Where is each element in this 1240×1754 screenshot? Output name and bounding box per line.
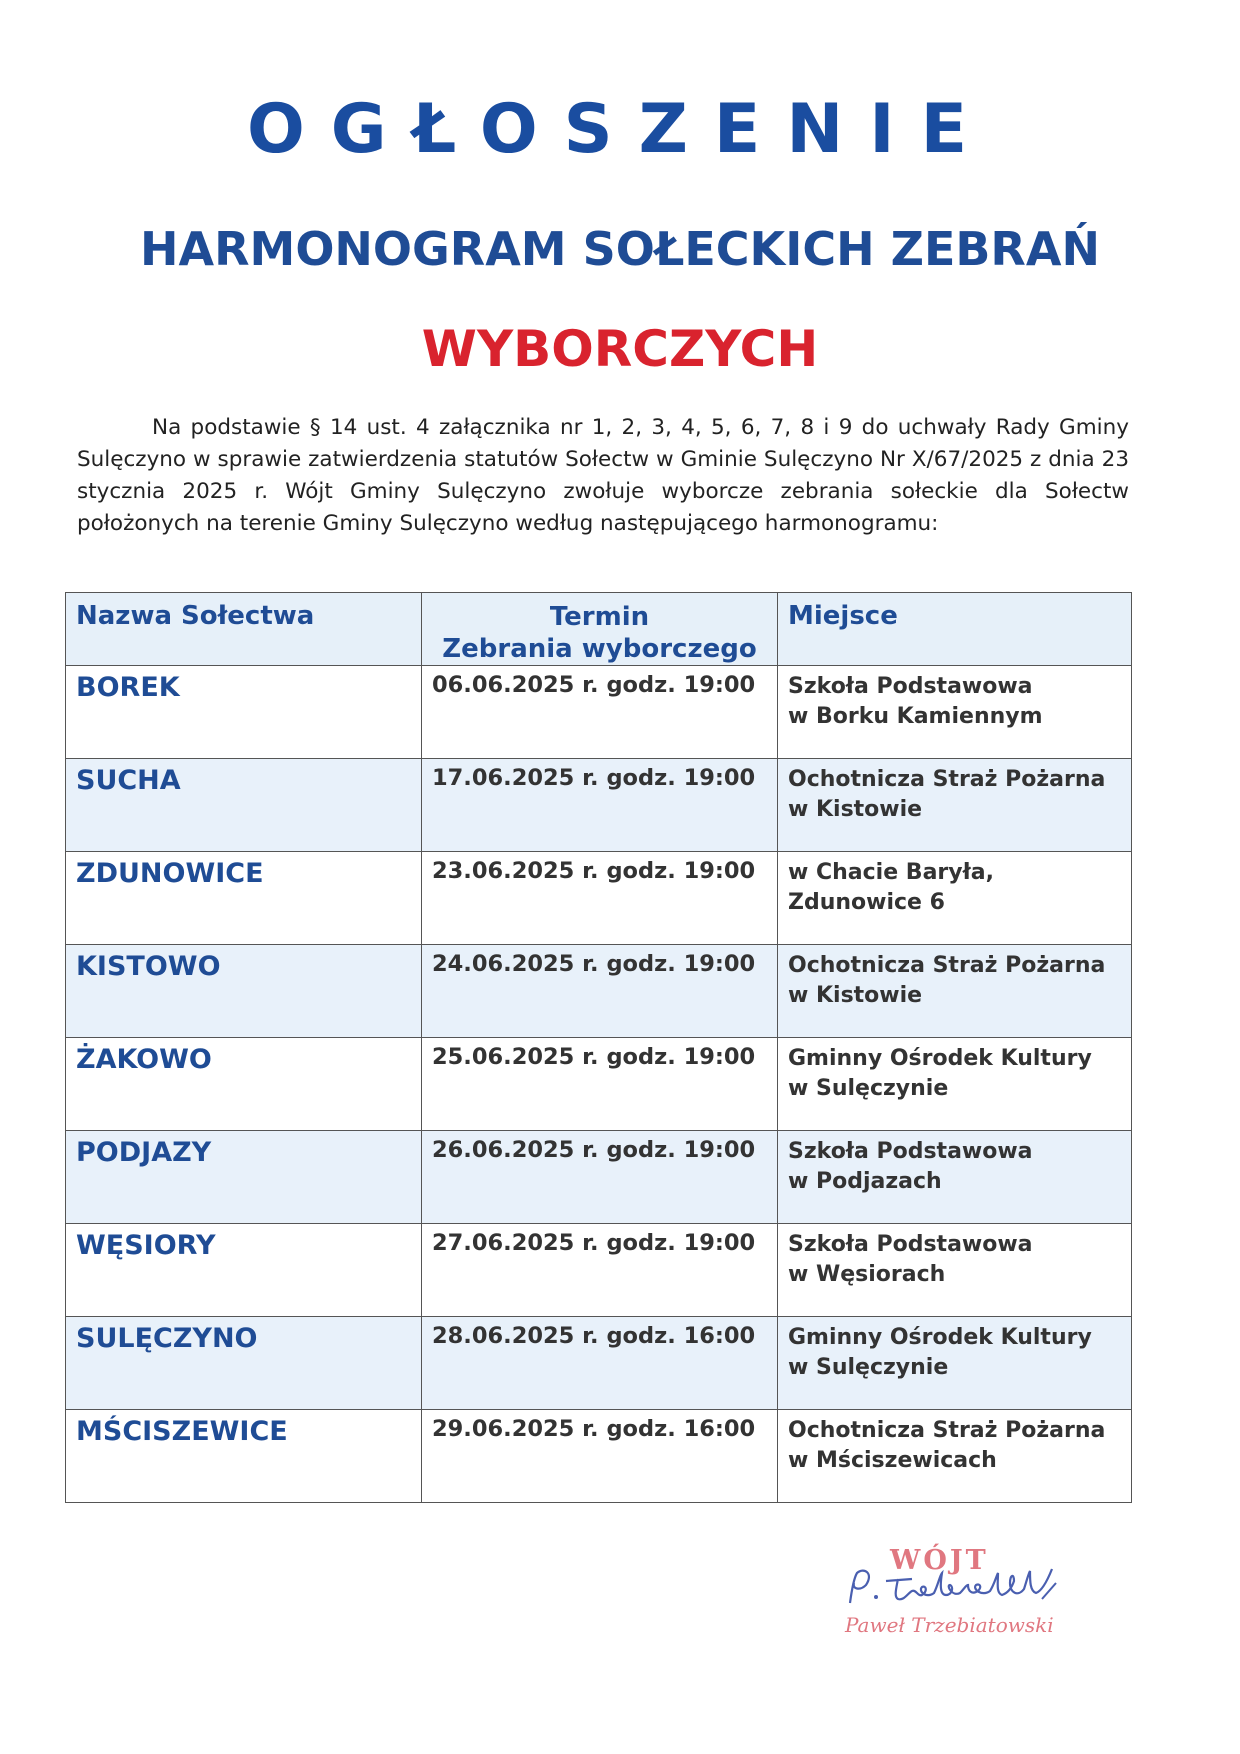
row-place (778, 1410, 1132, 1503)
header-date-line1: Termin (549, 602, 650, 632)
signatory-name: Paweł Trzebiatowski (845, 1613, 1054, 1637)
header-date (422, 593, 778, 666)
row-place-line1: Szkoła Podstawowa (788, 1139, 1033, 1164)
table-row (66, 1224, 1132, 1317)
row-name: PODJAZY (66, 1131, 422, 1224)
row-place-line1: Ochotnicza Straż Pożarna (788, 953, 1106, 978)
row-place (778, 852, 1132, 945)
row-place (778, 1317, 1132, 1410)
row-place-line2: Zdunowice 6 (788, 890, 945, 915)
row-name: MŚCISZEWICE (66, 1410, 422, 1503)
row-place (778, 945, 1132, 1038)
row-place-line1: Szkoła Podstawowa (788, 674, 1033, 699)
row-place (778, 759, 1132, 852)
row-date: 28.06.2025 r. godz. 16:00 (422, 1317, 778, 1410)
row-place (778, 1038, 1132, 1131)
row-name: ŻAKOWO (66, 1038, 422, 1131)
row-date: 29.06.2025 r. godz. 16:00 (422, 1410, 778, 1503)
table-row (66, 759, 1132, 852)
row-place-line2: w Kistowie (788, 797, 923, 822)
row-date: 27.06.2025 r. godz. 19:00 (422, 1224, 778, 1317)
page-title: OGŁOSZENIE (246, 90, 994, 169)
row-date: 26.06.2025 r. godz. 19:00 (422, 1131, 778, 1224)
row-name: ZDUNOWICE (66, 852, 422, 945)
table-row (66, 666, 1132, 759)
row-place-line1: Ochotnicza Straż Pożarna (788, 767, 1106, 792)
row-date: 06.06.2025 r. godz. 19:00 (422, 666, 778, 759)
intro-paragraph: Na podstawie § 14 ust. 4 załącznika nr 1, 2, 3, 4, 5, 6, 7, 8 i 9 do uchwały Rady Gminy Sulęczyno w sprawie zatwierdzenia statutów Sołectw w Gminie Sulęczyno Nr X/67/2025 z dnia 23 stycznia 2025 r. Wójt Gminy Sulęczyno zwołuje wyborcze zebrania sołeckie dla Sołectw położonych na terenie Gminy Sulęczyno według następującego harmonogramu: (77, 415, 1129, 536)
row-date: 17.06.2025 r. godz. 19:00 (422, 759, 778, 852)
row-name: SULĘCZYNO (66, 1317, 422, 1410)
row-place-line2: w Sulęczynie (788, 1076, 949, 1101)
row-place-line1: Gminny Ośrodek Kultury (788, 1325, 1092, 1350)
header-name: Nazwa Sołectwa (66, 593, 422, 666)
stamp-title: WÓJT (890, 1545, 989, 1576)
row-place-line2: w Kistowie (788, 983, 923, 1008)
handwritten-signature (842, 1563, 1082, 1613)
table-row (66, 945, 1132, 1038)
row-date: 25.06.2025 r. godz. 19:00 (422, 1038, 778, 1131)
table-row (66, 1038, 1132, 1131)
row-name: BOREK (66, 666, 422, 759)
row-name: WĘSIORY (66, 1224, 422, 1317)
row-place (778, 666, 1132, 759)
row-place (778, 1131, 1132, 1224)
row-name: SUCHA (66, 759, 422, 852)
row-place-line2: w Węsiorach (788, 1262, 946, 1287)
row-place (778, 1224, 1132, 1317)
table-row (66, 1410, 1132, 1503)
row-date: 23.06.2025 r. godz. 19:00 (422, 852, 778, 945)
page-subtitle: HARMONOGRAM SOŁECKICH ZEBRAŃ (140, 222, 1100, 276)
row-place-line1: Gminny Ośrodek Kultury (788, 1046, 1092, 1071)
table-row (66, 1131, 1132, 1224)
row-date: 24.06.2025 r. godz. 19:00 (422, 945, 778, 1038)
table-row (66, 852, 1132, 945)
table-row (66, 1317, 1132, 1410)
row-place-line2: w Podjazach (788, 1169, 942, 1194)
row-place-line2: w Mściszewicach (788, 1448, 997, 1473)
signature-stamp (820, 1545, 1120, 1655)
row-place-line2: w Sulęczynie (788, 1355, 949, 1380)
schedule-table (65, 592, 1132, 1503)
row-name: KISTOWO (66, 945, 422, 1038)
row-place-line1: w Chacie Baryła, (788, 860, 994, 885)
header-date-line2: Zebrania wyborczego (442, 634, 757, 664)
page-subtitle-red: WYBORCZYCH (421, 320, 819, 378)
row-place-line2: w Borku Kamiennym (788, 704, 1043, 729)
header-place: Miejsce (778, 593, 1132, 666)
table-header-row (66, 593, 1132, 666)
row-place-line1: Ochotnicza Straż Pożarna (788, 1418, 1106, 1443)
row-place-line1: Szkoła Podstawowa (788, 1232, 1033, 1257)
